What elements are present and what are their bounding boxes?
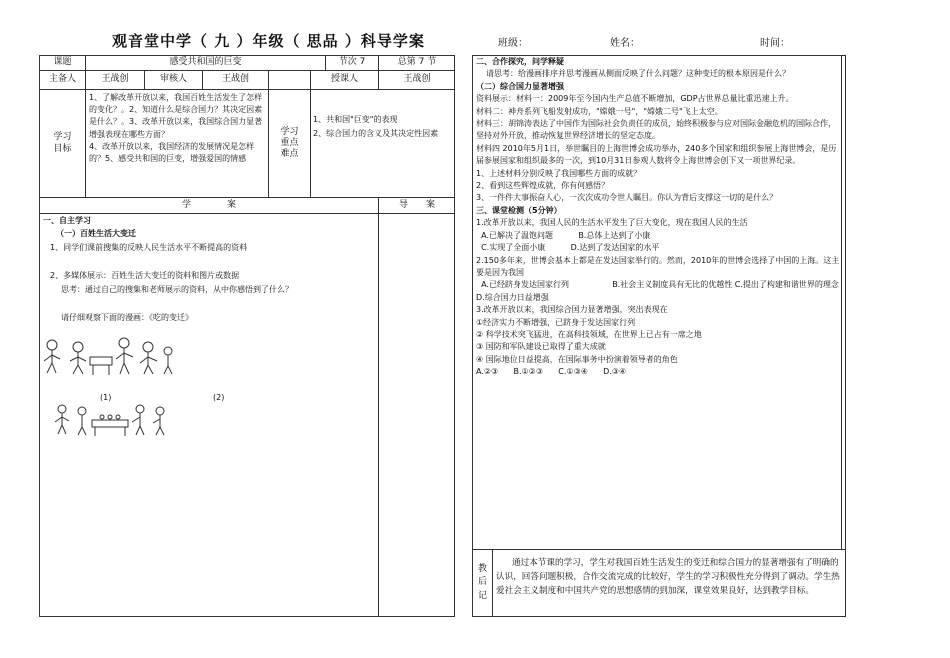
name-label: 姓名： bbox=[610, 38, 640, 49]
exercise-1: 1.改革开放以来，我国人民的生活水平发生了巨大变化，现在我国人民的生活 bbox=[476, 218, 748, 228]
question-3: 3、一件件大事振奋人心，一次次成功令世人瞩目。你认为背后支撑这一切的是什么？ bbox=[476, 193, 778, 203]
comic-caption-1: (1) bbox=[100, 393, 112, 402]
topic-value: 感受共和国的巨变 bbox=[169, 57, 242, 68]
topic-label: 课题 bbox=[53, 57, 72, 68]
exercise-3-option-1: ①经济实力不断增强，已跻身于发达国家行列 bbox=[476, 317, 636, 327]
exercise-1-options-cd: C.实现了全面小康 D.达到了发达国家的水平 bbox=[476, 243, 660, 253]
teacher-label: 授课人 bbox=[330, 74, 358, 85]
exercise-3-answers: A.②③ B.①②③ C.①③④ D.③④ bbox=[476, 367, 627, 377]
material-2: 材料二：神舟系列飞船发射成功，"嫦娥一号"，"嫦娥二号"飞上太空。 bbox=[476, 106, 723, 116]
section-self-study: 一、自主学习 bbox=[43, 216, 91, 225]
comic-image-1 bbox=[40, 333, 178, 378]
plan-item-1: 1、同学们课前搜集的反映人民生活水平不断提高的资料 bbox=[50, 243, 248, 252]
question-1: 1、上述材料分别反映了我国哪些方面的成就？ bbox=[476, 168, 642, 178]
section-class-test: 三、课堂检测（5分钟） bbox=[476, 205, 562, 215]
subsection-life-change: （一）百姓生活大变迁 bbox=[56, 229, 136, 238]
section-cooperation: 二、合作探究，问学释疑 bbox=[476, 57, 564, 66]
key-points-label: 学习 重点 难点 bbox=[280, 126, 299, 160]
exercise-3-option-4: ④ 国际地位日益提高，在国际事务中扮演着领导者的角色 bbox=[476, 354, 678, 364]
plan-item-2: 2、多媒体展示：百姓生活大变迁的资料和图片或数据 bbox=[50, 271, 240, 280]
reviewer-label: 审核人 bbox=[159, 74, 187, 85]
goals-label: 学习 目标 bbox=[53, 132, 72, 154]
time-label: 时间： bbox=[760, 38, 790, 49]
comic-image-2 bbox=[52, 400, 170, 438]
plan-column-header: 学 案 bbox=[181, 199, 236, 210]
subsection-national-power: （二）综合国力显著增强 bbox=[476, 81, 564, 91]
lead-value: 王战创 bbox=[101, 74, 129, 85]
key-points-text: 1、共和国"巨变"的表现 2、综合国力的含义及其决定性因素 bbox=[313, 115, 439, 138]
comic-caption-2: (2) bbox=[213, 393, 225, 402]
exercise-3-option-2: ② 科学技术突飞猛进，在高科技领域，在世界上已占有一席之地 bbox=[476, 329, 702, 339]
reflection-text: 通过本节课的学习，学生对我国百姓生活发生的变迁和综合国力的显著增强有了明确的认识，回答问题积极，合作交流完成的比较好，学生的学习积极性充分得到了调动。学生热爱社会主义制度和中国共产党的思想感情的到加深，课堂效果良好，达到教学目标。 bbox=[496, 558, 840, 596]
guide-column-header: 导 案 bbox=[398, 199, 435, 210]
goals-text: 1、了解改革开放以来，我国百姓生活发生了怎样的变化？。2、知道什么是综合国力？其决定因素是什么？。3、改革开放以来，我国综合国力显著增强表现在哪些方面？ 4、改革开放以来，我国经济的发展情况是怎样的？5、感受共和国的巨变，增强爱国的情感 bbox=[89, 93, 263, 164]
question-2: 2、看到这些辉煌成就，你有何感悟？ bbox=[476, 181, 610, 191]
plan-think: 思考：通过自己的搜集和老师展示的资料，从中你感悟到了什么？ bbox=[61, 285, 293, 294]
exercise-3: 3.改革开放以来，我国综合国力显著增强，突出表现在 bbox=[476, 305, 668, 315]
page-title: 观音堂中学（ 九 ）年级（ 思品 ）科导学案 bbox=[112, 32, 425, 50]
exercise-2: 2.150多年来，世博会基本上都是在发达国家举行的。然而，2010年的世博会选择了中国的上海。这主要是因为我国 bbox=[476, 255, 840, 277]
exercise-2-options: A.已经跻身发达国家行列 B.社会主义制度具有无比的优越性 C.提出了构建和谐世界的理念 D.综合国力日益增强 bbox=[476, 280, 855, 302]
right-content bbox=[476, 56, 855, 379]
exercise-3-option-3: ③ 国防和军队建设已取得了重大成就 bbox=[476, 342, 606, 352]
plan-observe: 请仔细观察下面的漫画：《吃的变迁》 bbox=[61, 313, 193, 322]
lesson-number: 节次 7 bbox=[338, 57, 366, 68]
comic-question: 请思考：给漫画排序并思考漫画从侧面反映了什么问题？这种变迁的根本原因是什么？ bbox=[486, 69, 790, 79]
teacher-value: 王战创 bbox=[403, 74, 431, 85]
exercise-1-options-ab: A.已解决了温饱问题 B.总体上达到了小康 bbox=[476, 230, 651, 240]
material-3: 材料三：胡锦涛表达了中国作为国际社会负责任的成员，始终积极参与应对国际金融危机的国际合作，坚持对外开放，推动恢复世界经济增长的坚定态度。 bbox=[476, 119, 836, 141]
material-4: 材料四 2010年5月1日，举世瞩目的上海世博会成功举办，240多个国家和组织参展上海世博会，是历届参展国家和组织最多的一次，到10月31日参观人数将令上海世博会创下又一项世界纪录。 bbox=[476, 143, 837, 166]
total-lesson: 总第 7 节 bbox=[397, 57, 437, 68]
reflection-label: 教 后 记 bbox=[477, 563, 487, 601]
material-1: 资料展示：材料一：2009年至今国内生产总值不断增加，GDP占世界总量比重迅速上升。 bbox=[476, 94, 794, 104]
reviewer-value: 王战创 bbox=[221, 74, 249, 85]
lead-label: 主备人 bbox=[48, 74, 76, 85]
class-label: 班级： bbox=[498, 38, 528, 49]
